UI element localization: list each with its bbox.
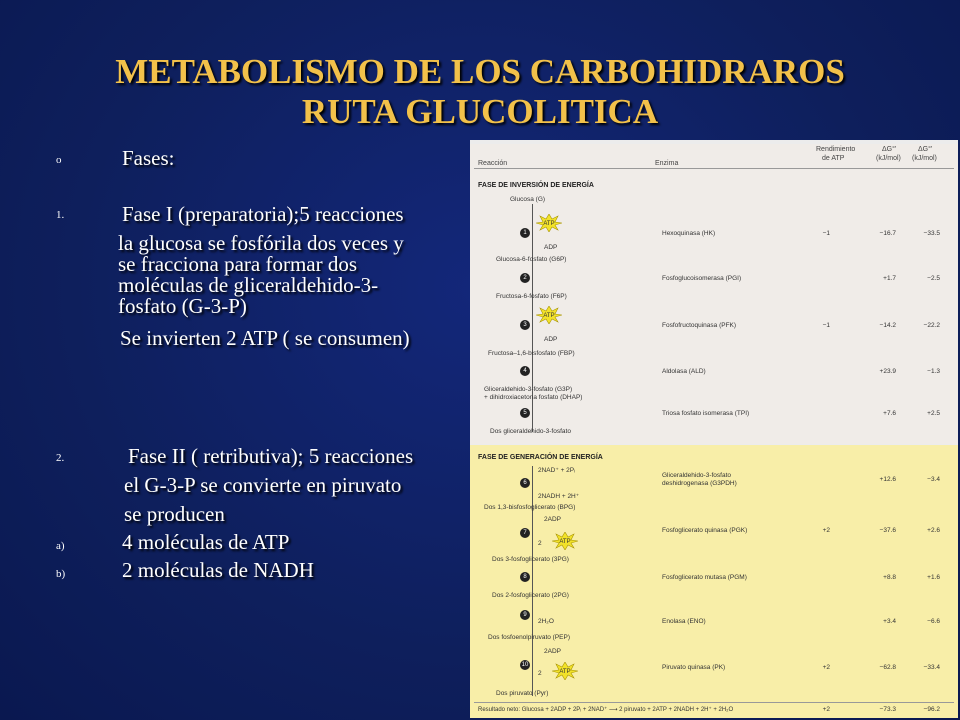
delta-g0: −37.6 bbox=[879, 527, 896, 534]
list-number-1: 1. bbox=[56, 209, 65, 221]
step-2-marker: 2 bbox=[520, 273, 530, 283]
slide-title-line2: RUTA GLUCOLITICA bbox=[301, 92, 659, 131]
metabolite-two-g3p: Dos gliceraldehido-3-fosfato bbox=[490, 428, 571, 435]
metabolite-g6p: Glucosa-6-fosfato (G6P) bbox=[496, 256, 567, 263]
delta-g: −22.2 bbox=[923, 322, 940, 329]
cofactor-2adp: 2ADP bbox=[544, 648, 561, 655]
delta-g0: +1.7 bbox=[883, 275, 896, 282]
enzyme-name: Gliceraldehido-3-fosfato bbox=[662, 472, 732, 479]
atp-yield: −1 bbox=[822, 322, 830, 329]
metabolite-glucose: Glucosa (G) bbox=[510, 196, 546, 203]
atp-burst-icon bbox=[552, 532, 578, 550]
enzyme-name: Fosfoglicerato quinasa (PGK) bbox=[662, 527, 748, 534]
enzyme-name: Fosfoglucoisomerasa (PGI) bbox=[662, 275, 742, 282]
enzyme-name: Enolasa (ENO) bbox=[662, 618, 706, 625]
list-number-2: 2. bbox=[56, 452, 65, 464]
fase-1-desc-line3: moléculas de gliceraldehido-3- bbox=[118, 273, 379, 297]
enzyme-name: Hexoquinasa (HK) bbox=[662, 230, 716, 237]
byproduct-water: 2H₂O bbox=[538, 618, 554, 625]
delta-g: +2.6 bbox=[927, 527, 940, 534]
enzyme-name: Piruvato quinasa (PK) bbox=[662, 664, 726, 671]
cofactor-2adp: 2ADP bbox=[544, 516, 561, 523]
col-header-atp-yield-l1: Rendimiento bbox=[816, 146, 856, 153]
atp-multiplier: 2 bbox=[538, 670, 542, 677]
metabolite-bpg: Dos 1,3-bisfosfoglicerato (BPG) bbox=[484, 504, 576, 511]
step-4-marker: 4 bbox=[520, 366, 530, 376]
fase-1-atp-note: Se invierten 2 ATP ( se consumen) bbox=[120, 326, 410, 350]
delta-g0: +8.8 bbox=[883, 574, 896, 581]
glycolysis-figure bbox=[470, 140, 958, 718]
delta-g0: −14.2 bbox=[879, 322, 896, 329]
col-header-dg0-l2: (kJ/mol) bbox=[876, 155, 901, 162]
atp-burst-icon bbox=[552, 662, 578, 680]
enzyme-name: Aldolasa (ALD) bbox=[662, 368, 706, 375]
metabolite-g3p-line2: + dihidroxiacetona fosfato (DHAP) bbox=[484, 394, 583, 401]
fase-1-desc-line4: fosfato (G-3-P) bbox=[118, 294, 247, 318]
step-9-marker: 9 bbox=[520, 610, 530, 620]
step-6-marker: 6 bbox=[520, 478, 530, 488]
list-marker-a: a) bbox=[56, 540, 65, 552]
pathway-arrow-phase2 bbox=[532, 466, 533, 696]
delta-g: −33.4 bbox=[923, 664, 940, 671]
col-header-enzyme: Enzima bbox=[655, 160, 679, 167]
metabolite-g3p-line1: Gliceraldehido-3-fosfato (G3P) bbox=[484, 386, 573, 393]
step-7-marker: 7 bbox=[520, 528, 530, 538]
byproduct-adp: ADP bbox=[544, 244, 558, 251]
col-header-dg-l1: ΔG°' bbox=[918, 146, 933, 153]
delta-g: −3.4 bbox=[927, 476, 940, 483]
header-divider bbox=[474, 168, 954, 169]
metabolite-2pg: Dos 2-fosfoglicerato (2PG) bbox=[492, 592, 569, 599]
delta-g: −33.5 bbox=[923, 230, 940, 237]
delta-g: +1.6 bbox=[927, 574, 940, 581]
bullet-marker: o bbox=[56, 154, 62, 166]
result-divider bbox=[474, 702, 954, 703]
delta-g0: +23.9 bbox=[879, 368, 896, 375]
delta-g0: +12.6 bbox=[879, 476, 896, 483]
net-result-equation: Resultado neto: Glucosa + 2ADP + 2Pᵢ + 2NAD⁺ ⟶ 2 piruvato + 2ATP + 2NADH + 2H⁺ + 2H₂O bbox=[478, 707, 734, 713]
atp-yield: +2 bbox=[822, 664, 830, 671]
metabolite-3pg: Dos 3-fosfoglicerato (3PG) bbox=[492, 556, 569, 563]
fase-2-heading: Fase II ( retributiva); 5 reacciones bbox=[128, 444, 414, 468]
metabolite-fbp: Fructosa–1,6-bisfosfato (FBP) bbox=[488, 350, 575, 357]
list-marker-b: b) bbox=[56, 568, 66, 580]
metabolite-f6p: Fructosa-6-fosfato (F6P) bbox=[496, 293, 567, 300]
step-10-marker: 10 bbox=[521, 662, 529, 668]
delta-g0: −62.8 bbox=[879, 664, 896, 671]
section-investment-label: FASE DE INVERSIÓN DE ENERGÍA bbox=[478, 182, 594, 189]
delta-g: −2.5 bbox=[927, 275, 940, 282]
delta-g0: +3.4 bbox=[883, 618, 896, 625]
step-5-marker: 5 bbox=[520, 408, 530, 418]
cofactor-nadh-out: 2NADH + 2H⁺ bbox=[538, 493, 580, 500]
enzyme-name-line2: deshidrogenasa (G3PDH) bbox=[662, 480, 737, 487]
delta-g0: −16.7 bbox=[879, 230, 896, 237]
delta-g: −1.3 bbox=[927, 368, 940, 375]
svg-text:ATP: ATP bbox=[559, 669, 571, 675]
cofactor-nad-in: 2NAD⁺ + 2Pᵢ bbox=[538, 467, 576, 474]
fase-2-desc: el G-3-P se convierte en piruvato bbox=[124, 473, 402, 497]
step-3-marker: 3 bbox=[520, 320, 530, 330]
svg-text:ATP: ATP bbox=[543, 313, 555, 319]
step-1-marker: 1 bbox=[520, 228, 530, 238]
enzyme-name: Triosa fosfato isomerasa (TPI) bbox=[662, 410, 750, 417]
delta-g: +2.5 bbox=[927, 410, 940, 417]
total-delta-g: −96.2 bbox=[923, 706, 940, 713]
delta-g: −6.6 bbox=[927, 618, 940, 625]
col-header-reaction: Reacción bbox=[478, 160, 508, 167]
fase-1-desc-line1: la glucosa se fosfórila dos veces y bbox=[118, 231, 404, 255]
section-generation-label: FASE DE GENERACIÓN DE ENERGÍA bbox=[478, 454, 603, 461]
svg-text:ATP: ATP bbox=[559, 539, 571, 545]
col-header-dg-l2: (kJ/mol) bbox=[912, 155, 937, 162]
enzyme-name: Fosfoglicerato mutasa (PGM) bbox=[662, 574, 747, 581]
product-nadh: 2 moléculas de NADH bbox=[122, 558, 314, 582]
fase-2-produce: se producen bbox=[124, 502, 225, 526]
metabolite-pep: Dos fosfoenolpiruvato (PEP) bbox=[488, 634, 571, 641]
metabolite-pyruvate: Dos piruvato (Pyr) bbox=[496, 690, 549, 697]
slide-title-line1: METABOLISMO DE LOS CARBOHIDRAROS bbox=[115, 52, 845, 91]
delta-g0: +7.6 bbox=[883, 410, 896, 417]
svg-text:ATP: ATP bbox=[543, 221, 555, 227]
enzyme-name: Fosfofructoquinasa (PFK) bbox=[662, 322, 737, 329]
atp-yield: −1 bbox=[822, 230, 830, 237]
atp-multiplier: 2 bbox=[538, 540, 542, 547]
product-atp: 4 moléculas de ATP bbox=[122, 530, 290, 554]
fases-heading: Fases: bbox=[122, 146, 175, 170]
atp-burst-icon bbox=[536, 214, 562, 232]
byproduct-adp: ADP bbox=[544, 336, 558, 343]
col-header-atp-yield-l2: de ATP bbox=[822, 155, 845, 162]
atp-burst-icon bbox=[536, 306, 562, 324]
fase-1-desc-line2: se fracciona para formar dos bbox=[118, 252, 358, 276]
fase-1-heading: Fase I (preparatoria);5 reacciones bbox=[122, 202, 404, 226]
total-atp-yield: +2 bbox=[822, 706, 830, 713]
col-header-dg0-l1: ΔG°' bbox=[882, 146, 897, 153]
step-8-marker: 8 bbox=[520, 572, 530, 582]
atp-yield: +2 bbox=[822, 527, 830, 534]
total-delta-g0: −73.3 bbox=[879, 706, 896, 713]
